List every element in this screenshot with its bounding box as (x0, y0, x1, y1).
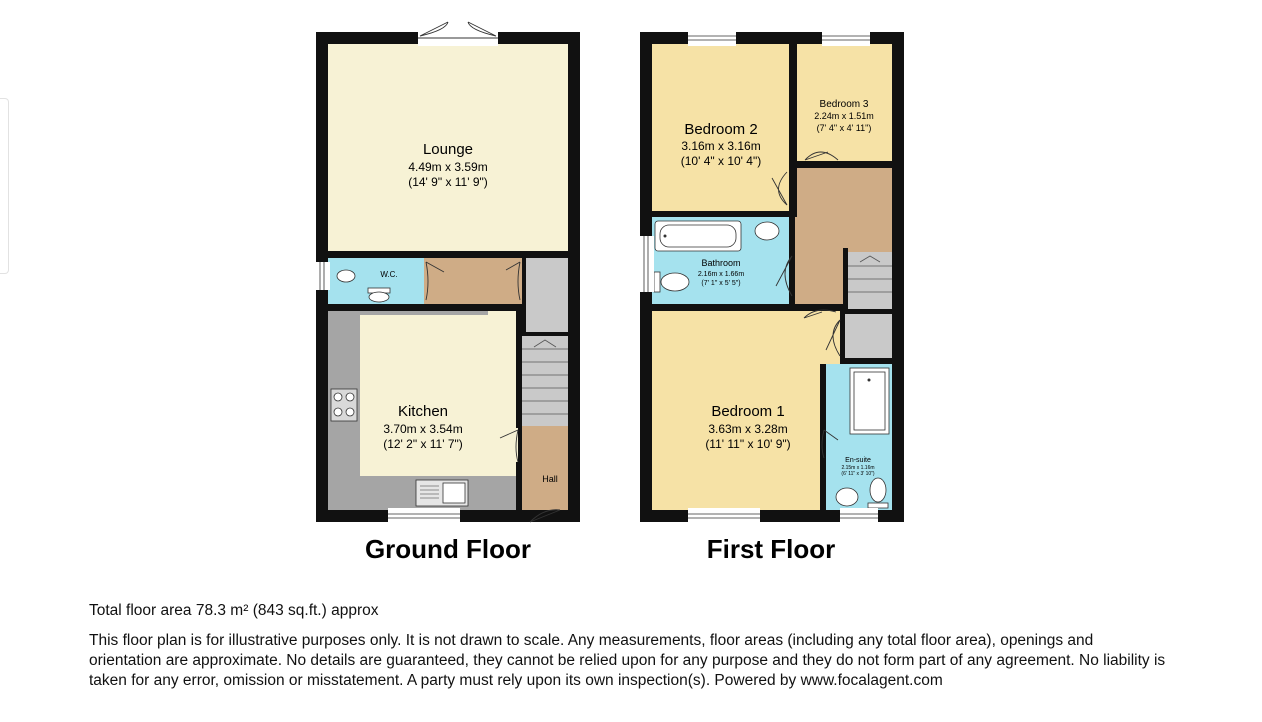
bedroom-1-label: Bedroom 1 (711, 403, 785, 420)
lounge-label: Lounge (422, 141, 474, 158)
bathroom-basin-icon (755, 222, 779, 240)
ground-stairs (522, 336, 568, 426)
kitchen-window-icon (388, 508, 460, 524)
bedroom-3-imperial: (7' 4" x 4' 11") (816, 123, 872, 133)
wc-basin-icon (337, 270, 355, 282)
ground-corridor (424, 258, 522, 304)
first-floor-plan (638, 30, 904, 564)
bedroom-3-window-icon (822, 30, 870, 46)
ensuite-window-icon (840, 508, 878, 524)
ensuite-label: En-suite (845, 457, 871, 464)
shower-tray-icon (850, 368, 889, 434)
bedroom-2-metric: 3.16m x 3.16m (681, 139, 761, 153)
bedroom-3-metric: 2.24m x 1.51m (814, 111, 874, 121)
bedroom-1-window-icon (688, 508, 760, 524)
ground-floor-title: Ground Floor (364, 534, 532, 564)
disclaimer-text: This floor plan is for illustrative purposes only. It is not drawn to scale. Any measurements, floor areas (including any total floor area), openings and orientation are approximate. No details are guaranteed, they cannot be relied upon for any purpose and they do not form part of any agreement. No liability is taken for any error, omission or misstatement. A party must rely upon its own inspection(s). Powered by www.focalagent.com (89, 632, 1166, 689)
bathroom-toilet-icon (654, 272, 689, 292)
patio-door-icon (418, 22, 498, 46)
kitchen-worktop-top (360, 311, 488, 315)
bathroom-metric: 2.16m x 1.66m (697, 271, 745, 278)
ensuite-metric: 2.15m x 1.16m (841, 465, 875, 471)
wc-window-icon (314, 262, 330, 290)
bedroom-2-imperial: (10' 4" x 10' 4") (680, 154, 762, 168)
bathroom-label: Bathroom (701, 258, 741, 268)
sink-icon (416, 480, 468, 506)
bedroom-3-label: Bedroom 3 (819, 99, 869, 110)
ground-floor-plan (314, 22, 580, 564)
hall-room (522, 426, 568, 510)
bath-icon (655, 221, 741, 251)
kitchen-label: Kitchen (397, 403, 449, 420)
bathroom-window-icon (638, 236, 654, 292)
lounge-imperial: (14' 9" x 11' 9") (408, 175, 488, 189)
airing-cupboard (845, 314, 892, 358)
lounge-metric: 4.49m x 3.59m (408, 160, 488, 174)
bedroom-1-imperial: (11' 11" x 10' 9") (705, 437, 791, 451)
total-floor-area: Total floor area 78.3 m² (843 sq.ft.) approx (89, 602, 379, 619)
wc-label: W.C. (380, 270, 398, 279)
first-floor-title: First Floor (706, 534, 836, 564)
kitchen-metric: 3.70m x 3.54m (383, 422, 463, 436)
bathroom-imperial: (7' 1" x 5' 5") (701, 280, 741, 287)
bedroom-1-metric: 3.63m x 3.28m (708, 422, 788, 436)
first-stairs (848, 252, 892, 309)
ensuite-imperial: (6' 11" x 3' 10") (841, 471, 875, 477)
bedroom-2-window-icon (688, 30, 736, 46)
wc-toilet-icon (368, 288, 390, 302)
ensuite-basin-icon (836, 488, 858, 506)
hall-label: Hall (542, 474, 558, 484)
kitchen-imperial: (12' 2" x 11' 7") (383, 437, 463, 451)
under-stairs-cupboard (526, 258, 568, 332)
hob-icon (331, 389, 357, 421)
bedroom-2-label: Bedroom 2 (684, 121, 758, 138)
